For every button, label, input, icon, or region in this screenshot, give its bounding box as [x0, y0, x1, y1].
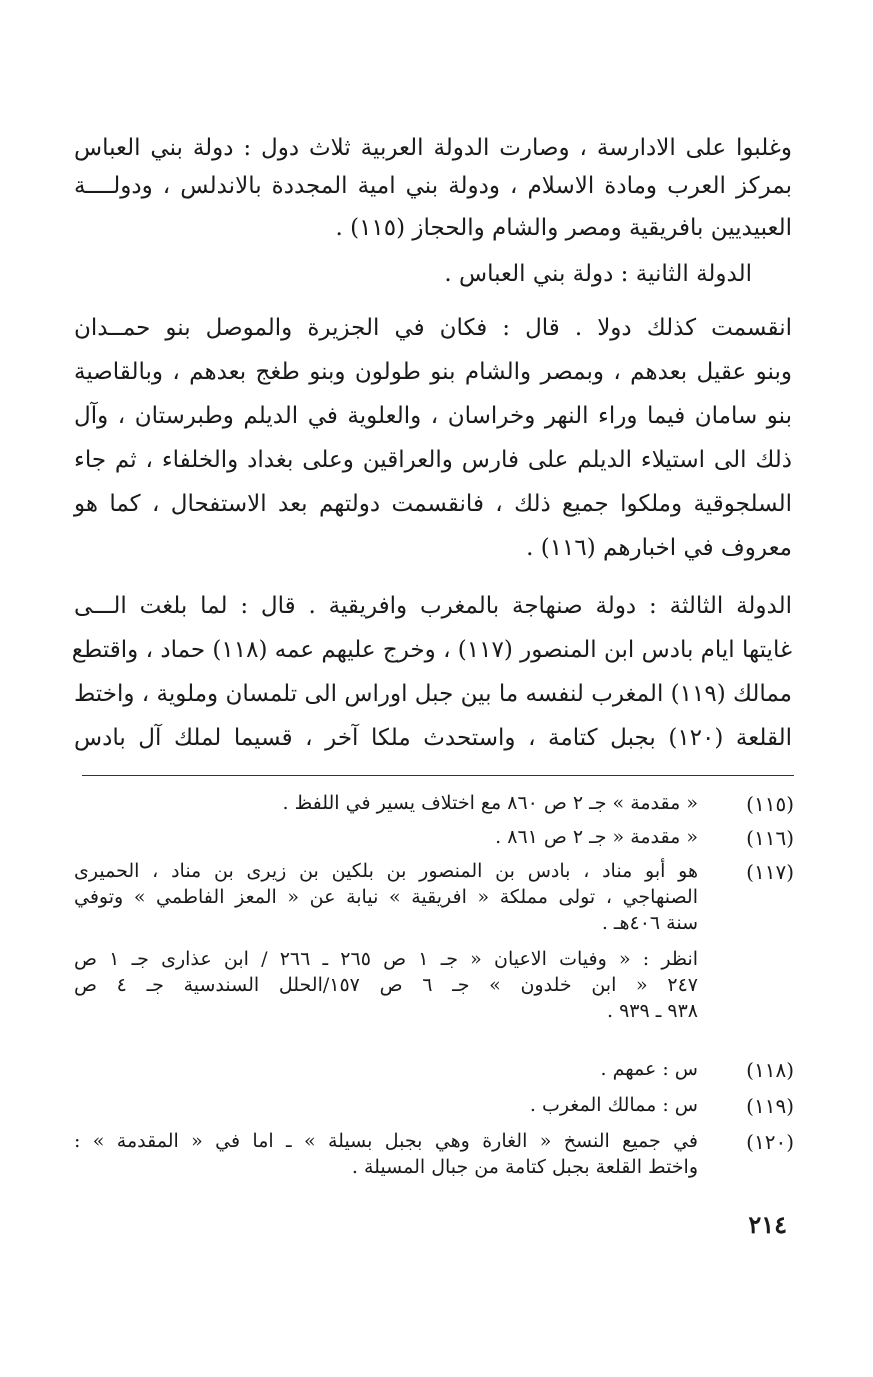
footnote-line: واختط القلعة بجبل كتامة من جبال المسيلة . — [351, 1156, 698, 1178]
text-line: معروف في اخبارهم (١١٦) . — [526, 535, 792, 561]
text-line: بنو سامان فيما وراء النهر وخراسان ، والعلوية في الديلم وطبرستان ، وآل — [74, 403, 792, 429]
footnote-line: س : عمهم . — [600, 1058, 698, 1080]
footnote-divider — [82, 775, 794, 776]
text-line: ذلك الى استيلاء الديلم على فارس والعراقين وعلى بغداد والخلفاء ، ثم جاء — [74, 447, 792, 473]
footnote-line: « مقدمة « جـ ٢ ص ٨٦١ . — [495, 826, 698, 848]
text-line: بمركز العرب ومادة الاسلام ، ودولة بني امية المجددة بالاندلس ، ودولــــة — [74, 173, 792, 199]
text-line: القلعة (١٢٠) بجبل كتامة ، واستحدث ملكا آخر ، قسيما لملك آل بادس — [74, 725, 793, 751]
footnote-line: هو أبو مناد ، بادس بن المنصور بن بلكين بن زيرى بن مناد ، الحميرى — [74, 860, 698, 882]
text-line: غايتها ايام بادس ابن المنصور (١١٧) ، وخرج عليهم عمه (١١٨) حماد ، واقتطع — [71, 637, 792, 663]
page-number: ٢١٤ — [748, 1210, 787, 1239]
footnote-number: (١٢٠) — [746, 1130, 794, 1154]
footnote-line: س : ممالك المغرب . — [529, 1094, 698, 1116]
footnote-number: (١١٨) — [746, 1058, 794, 1082]
text-line: ممالك (١١٩) المغرب لنفسه ما بين جبل اوراس الى تلمسان وملوية ، واختط — [73, 681, 792, 707]
text-line: العبيديين بافريقية ومصر والشام والحجاز (١١٥) . — [335, 215, 792, 241]
text-line: وغلبوا على الادارسة ، وصارت الدولة العربية ثلاث دول : دولة بني العباس — [74, 135, 792, 161]
footnote-number: (١١٧) — [746, 860, 794, 884]
section-heading: الدولة الثالثة : دولة صنهاجة بالمغرب وافريقية . قال : لما بلغت الـــى — [74, 593, 792, 619]
text-line: السلجوقية وملكوا جميع ذلك ، فانقسمت دولتهم بعد الاستفحال ، كما هو — [74, 491, 792, 517]
footnote-line: « مقدمة » جـ ٢ ص ٨٦٠ مع اختلاف يسير في اللفظ . — [282, 792, 698, 814]
footnote-line: الصنهاجي ، تولى مملكة « افريقية » نيابة عن « المعز الفاطمي » وتوفي — [74, 886, 698, 908]
footnote-line: ٢٤٧ « ابن خلدون » جـ ٦ ص ١٥٧/الحلل السندسية جـ ٤ ص — [74, 974, 698, 996]
footnote-number: (١١٥) — [746, 792, 794, 816]
footnote-line: في جميع النسخ « الغارة وهي بجبل بسيلة » ـ اما في « المقدمة » : — [74, 1130, 698, 1152]
footnote-line: سنة ٤٠٦هـ . — [601, 912, 698, 934]
text-line: انقسمت كذلك دولا . قال : فكان في الجزيرة والموصل بنو حمــدان — [74, 315, 792, 341]
footnote-number: (١١٦) — [746, 826, 794, 850]
footnote-number: (١١٩) — [746, 1094, 794, 1118]
section-heading: الدولة الثانية : دولة بني العباس . — [444, 261, 752, 287]
footnote-line: انظر : « وفيات الاعيان « جـ ١ ص ٢٦٥ ـ ٢٦٦ / ابن عذارى جـ ١ ص — [74, 948, 699, 970]
footnote-line: ٩٣٨ ـ ٩٣٩ . — [607, 1000, 698, 1022]
text-line: وبنو عقيل بعدهم ، وبمصر والشام بنو طولون وبنو طغج بعدهم ، وبالقاصية — [74, 359, 792, 385]
